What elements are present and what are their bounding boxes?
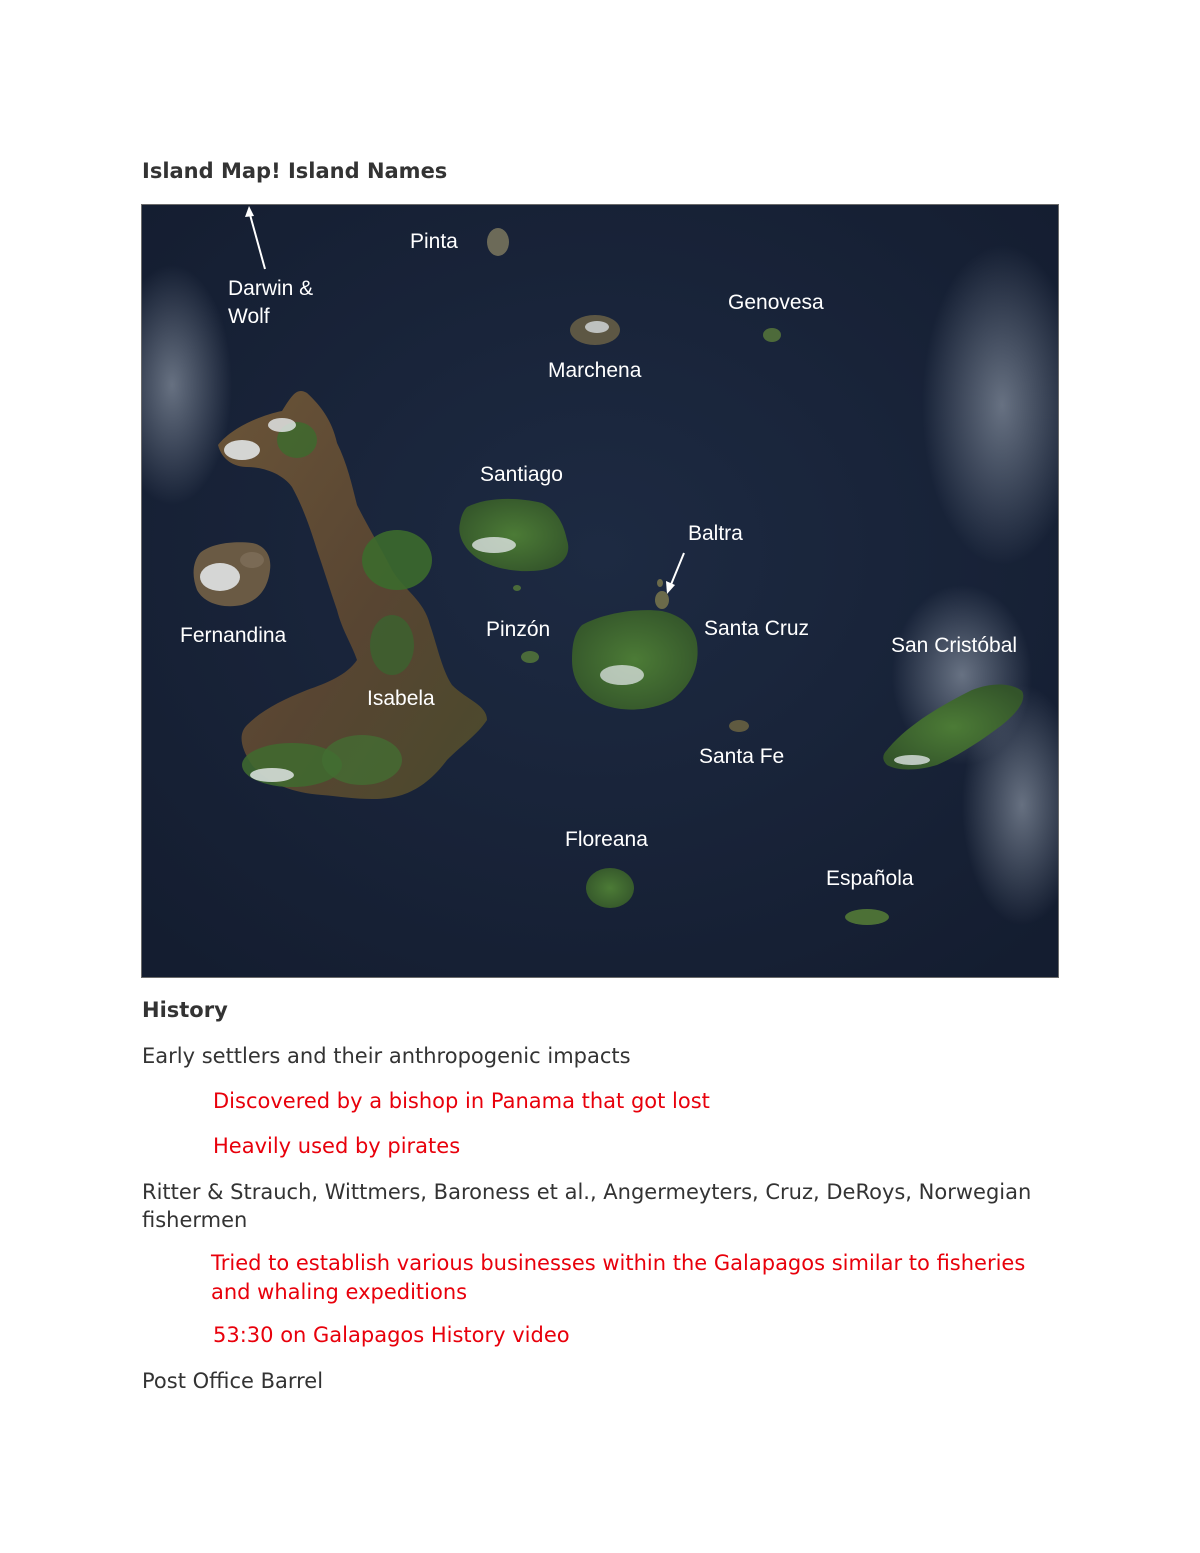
label-fernandina: Fernandina <box>180 624 287 647</box>
floreana-island <box>586 868 634 908</box>
history-heading: History <box>142 998 228 1022</box>
isabela-vegetation <box>322 735 402 785</box>
history-paragraph-post-office: Post Office Barrel <box>142 1369 324 1393</box>
cloud <box>200 563 240 591</box>
label-floreana: Floreana <box>565 828 648 851</box>
label-darwin-wolf: Darwin & <box>228 277 314 300</box>
history-note-businesses: Tried to establish various businesses within the Galapagos similar to fisheries and whaling expeditions <box>211 1251 1026 1304</box>
cloud <box>250 768 294 782</box>
label-isabela: Isabela <box>367 687 435 710</box>
cloud <box>224 440 260 460</box>
map-graphic <box>142 205 1058 977</box>
label-santiago: Santiago <box>480 463 563 486</box>
label-san-cristobal: San Cristóbal <box>891 634 1018 657</box>
history-paragraph-families: Ritter & Strauch, Wittmers, Baroness et al., Angermeyters, Cruz, DeRoys, Norwegian fishermen <box>142 1180 1032 1232</box>
espanola-island <box>845 909 889 925</box>
cloud <box>585 321 609 333</box>
genovesa-island <box>763 328 781 342</box>
history-note-pirates: Heavily used by pirates <box>213 1134 461 1158</box>
pinzon-island <box>521 651 539 663</box>
seymour-islet <box>657 579 663 587</box>
history-note-video: 53:30 on Galapagos History video <box>213 1323 570 1347</box>
label-darwin-wolf-2: Wolf <box>228 305 270 328</box>
rabida-islet <box>513 585 521 591</box>
pinta-island <box>487 228 509 256</box>
label-santa-cruz: Santa Cruz <box>704 617 810 640</box>
isabela-vegetation <box>362 530 432 590</box>
history-note-bishop: Discovered by a bishop in Panama that got lost <box>213 1089 710 1113</box>
label-pinzon: Pinzón <box>486 618 551 641</box>
isabela-vegetation <box>370 615 414 675</box>
label-pinta: Pinta <box>410 230 458 253</box>
label-espanola: Española <box>826 867 914 890</box>
label-genovesa: Genovesa <box>728 291 824 314</box>
galapagos-satellite-map <box>141 204 1059 978</box>
label-marchena: Marchena <box>548 359 642 382</box>
label-baltra: Baltra <box>688 522 743 545</box>
santa-fe-island <box>729 720 749 732</box>
page-title: Island Map! Island Names <box>142 159 448 183</box>
cloud <box>472 537 516 553</box>
label-santa-fe: Santa Fe <box>699 745 785 768</box>
fernandina-crater <box>240 552 264 568</box>
cloud <box>268 418 296 432</box>
cloud <box>894 755 930 765</box>
history-paragraph-settlers: Early settlers and their anthropogenic impacts <box>142 1044 631 1068</box>
baltra-island <box>655 591 669 609</box>
cloud <box>600 665 644 685</box>
